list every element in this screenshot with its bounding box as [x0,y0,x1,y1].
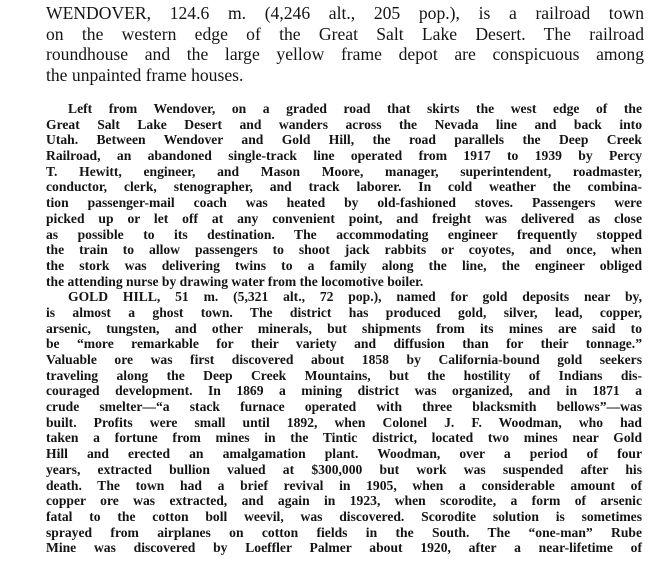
gold-hill-line-8: crude smelter—“a stack furnace operated with three blacksmith bellows”—was [46,399,642,415]
route-line-3: Utah. Between Wendover and Gold Hill, the road parallels the Deep Creek [46,132,642,148]
gold-hill-line-12: years, extracted bullion valued at $300,000 but work was suspended after his [46,461,642,477]
wendover-line-4: the unpainted frame houses. [46,64,244,85]
route-line-7: tion passenger-mail coach was heated by old-fashioned stoves. Passengers were [46,195,642,211]
gold-hill-line-1-text: GOLD HILL, 51 m. (5,321 alt., 72 pop.), named for gold deposits near by, [68,289,642,305]
gold-hill-line-11: Hill and erected an amalgamation plant. Woodman, over a period of four [46,446,642,462]
route-paragraph [46,101,642,289]
route-line-1-text: Left from Wendover, on a graded road that skirts the west edge of the [68,101,642,116]
gold-hill-line-15: fatal to the cotton boll weevil, was discovered. Scorodite solution is sometimes [46,508,642,524]
gold-hill-line-5: Valuable ore was first discovered about 1858 by California-bound gold seekers [46,352,642,367]
route-line-6: conductor, clerk, stenographer, and track laborer. In cold weather the combina- [46,179,642,195]
gold-hill-line-4: be “more remarkable for their variety and diffusion than for their tonnage.” [46,336,642,352]
wendover-line-2: on the western edge of the Great Salt Lake Desert. The railroad [46,23,644,44]
route-line-5: T. Hewitt, engineer, and Mason Moore, manager, superintendent, roadmaster, [46,163,642,179]
wendover-line-3: roundhouse and the large yellow frame depot are conspicuous among [46,44,644,65]
gold-hill-line-7: couraged development. In 1869 a mining district was organized, and in 1871 a [46,383,642,399]
gold-hill-line-1 [46,289,642,305]
route-line-1 [46,101,642,117]
gold-hill-line-6: traveling along the Deep Creek Mountains, but the hostility of Indians dis- [46,367,642,383]
gold-hill-line-9: built. Profits were small until 1892, when Colonel J. F. Woodman, who had [46,414,642,430]
route-line-8: picked up or let off at any convenient point, and freight was delivered as close [46,210,642,226]
gold-hill-line-17: Mine was discovered by Loeffler Palmer about 1920, after a near-lifetime of [46,540,642,556]
wendover-line-1: WENDOVER, 124.6 m. (4,246 alt., 205 pop.), is a railroad town [46,3,644,23]
gold-hill-line-10: taken a fortune from mines in the Tintic district, located two mines near Gold [46,430,642,446]
route-line-9: as possible to its destination. The accommodating engineer frequently stopped [46,226,642,242]
route-line-12: the attending nurse by drawing water from the locomotive boiler. [46,273,424,289]
gold-hill-line-16: sprayed from airplanes on cotton fields in the South. The “one-man” Rube [46,524,642,540]
wendover-paragraph [46,3,644,85]
gold-hill-line-13: death. The town had a brief revival in 1905, when a considerable amount of [46,477,642,493]
gold-hill-paragraph [46,289,642,556]
gold-hill-line-14: copper ore was extracted, and again in 1923, when scorodite, a form of arsenic [46,493,642,509]
gold-hill-line-3: arsenic, tungsten, and other minerals, but shipments from its mines are said to [46,320,642,336]
route-line-2: Great Salt Lake Desert and wanders across the Nevada line and back into [46,116,642,132]
route-line-11: the stork was delivering twins to a family along the line, the engineer obliged [46,257,642,273]
gold-hill-line-2: is almost a ghost town. The district has produced gold, silver, lead, copper, [46,304,642,320]
route-line-10: the train to allow passengers to shoot jack rabbits or coyotes, and once, when [46,242,642,258]
route-line-4: Railroad, an abandoned single-track line operated from 1917 to 1939 by Percy [46,148,642,164]
body-text [46,101,642,556]
